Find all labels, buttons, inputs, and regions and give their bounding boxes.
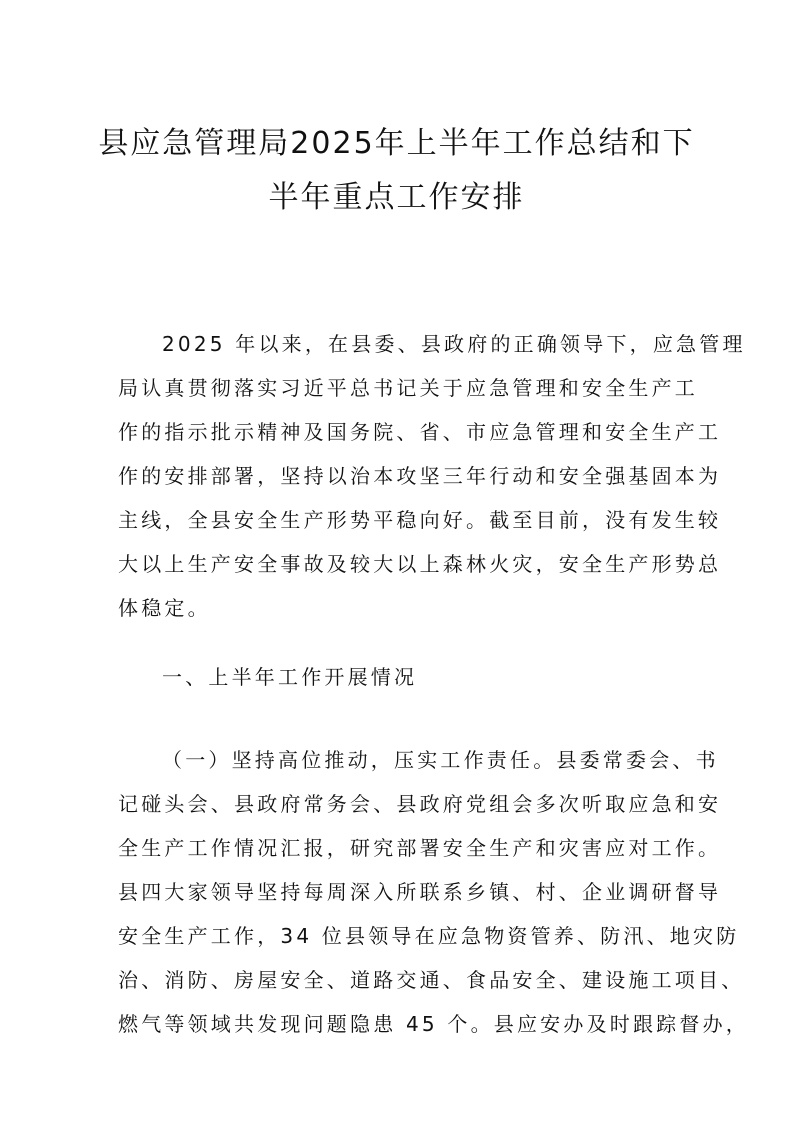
document-title-line-2: 半年重点工作安排	[268, 180, 525, 215]
text-line: 治、消防、房屋安全、道路交通、食品安全、建设施工项目、	[118, 968, 745, 992]
text-line: 作的安排部署，坚持以治本攻坚三年行动和安全强基固本为	[118, 464, 722, 488]
text-line: 全生产工作情况汇报，研究部署安全生产和灾害应对工作。	[118, 836, 722, 860]
text-line: 2025 年以来，在县委、县政府的正确领导下，应急管理	[162, 332, 746, 356]
text-line: 大以上生产安全事故及较大以上森林火灾，安全生产形势总	[118, 552, 722, 576]
text-line: （一）坚持高位推动，压实工作责任。县委常委会、书	[162, 748, 719, 772]
section-heading-text: 一、上半年工作开展情况	[162, 665, 418, 689]
text-line: 主线，全县安全生产形势平稳向好。截至目前，没有发生较	[118, 508, 722, 532]
text-line: 县四大家领导坚持每周深入所联系乡镇、村、企业调研督导	[118, 880, 722, 904]
text-line: 局认真贯彻落实习近平总书记关于应急管理和安全生产工	[118, 376, 698, 400]
intro-paragraph	[118, 322, 746, 630]
text-line: 体稳定。	[118, 596, 211, 620]
item-1-paragraph	[118, 738, 749, 1046]
text-line: 安全生产工作，34 位县领导在应急物资管养、防汛、地灾防	[118, 924, 740, 948]
text-line: 作的指示批示精神及国务院、省、市应急管理和安全生产工	[118, 420, 722, 444]
text-line: 记碰头会、县政府常务会、县政府党组会多次听取应急和安	[118, 792, 722, 816]
text-line: 燃气等领域共发现问题隐患 45 个。县应安办及时跟踪督办，	[118, 1012, 749, 1036]
document-title-line-1: 县应急管理局2025年上半年工作总结和下	[98, 126, 695, 161]
section-heading-1	[118, 655, 678, 699]
